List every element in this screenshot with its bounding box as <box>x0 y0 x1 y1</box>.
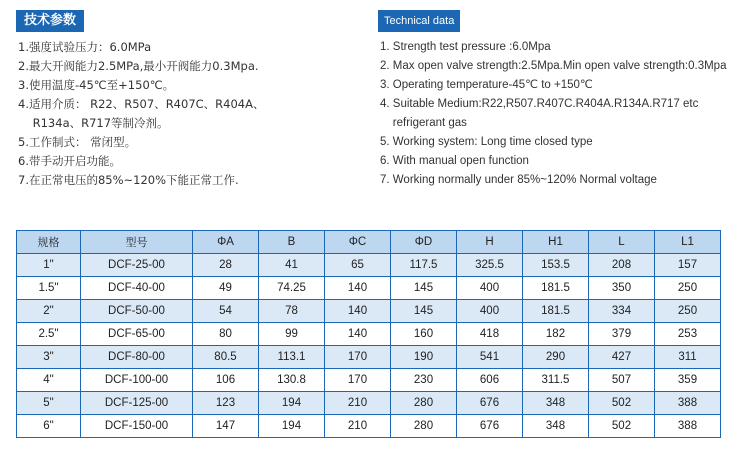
table-cell: 6" <box>17 415 81 438</box>
cn-section-title: 技术参数 <box>16 10 84 32</box>
table-row <box>17 323 721 346</box>
table-cell: 117.5 <box>391 254 457 277</box>
table-cell: 1" <box>17 254 81 277</box>
table-row <box>17 300 721 323</box>
en-spec-item: 1. Strength test pressure :6.0Mpa <box>380 41 551 53</box>
table-cell: 676 <box>457 392 523 415</box>
table-cell: DCF-80-00 <box>81 346 193 369</box>
table-row <box>17 369 721 392</box>
table-cell: DCF-25-00 <box>81 254 193 277</box>
table-cell: 170 <box>325 369 391 392</box>
table-cell: DCF-125-00 <box>81 392 193 415</box>
table-cell: 130.8 <box>259 369 325 392</box>
table-cell: 153.5 <box>523 254 589 277</box>
table-cell: 348 <box>523 392 589 415</box>
cn-spec-item: 2.最大开阀能力2.5MPa,最小开阀能力0.3Mpa. <box>18 59 259 73</box>
table-cell: 2" <box>17 300 81 323</box>
table-cell: 676 <box>457 415 523 438</box>
table-cell: 194 <box>259 392 325 415</box>
table-cell: 106 <box>193 369 259 392</box>
column-header: L1 <box>655 231 721 254</box>
table-cell: 190 <box>391 346 457 369</box>
table-cell: 194 <box>259 415 325 438</box>
en-spec-item: 2. Max open valve strength:2.5Mpa.Min open valve strength:0.3Mpa <box>380 60 727 72</box>
table-cell: 502 <box>589 392 655 415</box>
column-header: ΦC <box>325 231 391 254</box>
table-cell: 507 <box>589 369 655 392</box>
table-cell: 140 <box>325 300 391 323</box>
table-body <box>17 254 721 438</box>
table-cell: 123 <box>193 392 259 415</box>
cn-spec-item: 1.强度试验压力：6.0MPa <box>18 40 152 54</box>
column-header: 型号 <box>81 231 193 254</box>
en-spec-list <box>380 38 726 190</box>
table-header-row <box>17 231 721 254</box>
table-cell: 210 <box>325 415 391 438</box>
table-cell: 230 <box>391 369 457 392</box>
table-cell: DCF-100-00 <box>81 369 193 392</box>
table-cell: 147 <box>193 415 259 438</box>
table-cell: 140 <box>325 277 391 300</box>
column-header: H1 <box>523 231 589 254</box>
table-row <box>17 254 721 277</box>
table-cell: 280 <box>391 392 457 415</box>
table-cell: 145 <box>391 300 457 323</box>
table-cell: 78 <box>259 300 325 323</box>
table-cell: 54 <box>193 300 259 323</box>
table-cell: 2.5" <box>17 323 81 346</box>
table-cell: 4" <box>17 369 81 392</box>
en-spec-item: refrigerant gas <box>380 117 467 129</box>
table-row <box>17 277 721 300</box>
table-cell: 350 <box>589 277 655 300</box>
table-cell: DCF-150-00 <box>81 415 193 438</box>
cn-spec-item: R134a、R717等制冷剂。 <box>18 116 169 130</box>
table-cell: 74.25 <box>259 277 325 300</box>
table-cell: 427 <box>589 346 655 369</box>
table-cell: 280 <box>391 415 457 438</box>
table-cell: 388 <box>655 415 721 438</box>
table-cell: 418 <box>457 323 523 346</box>
en-section-title: Technical data <box>378 10 460 32</box>
table-cell: 400 <box>457 300 523 323</box>
table-cell: 157 <box>655 254 721 277</box>
table-cell: 502 <box>589 415 655 438</box>
table-cell: DCF-40-00 <box>81 277 193 300</box>
table-row <box>17 392 721 415</box>
en-spec-item: 7. Working normally under 85%~120% Normal voltage <box>380 174 657 186</box>
table-cell: 348 <box>523 415 589 438</box>
table-cell: DCF-65-00 <box>81 323 193 346</box>
column-header: ΦA <box>193 231 259 254</box>
table-cell: 49 <box>193 277 259 300</box>
table-cell: 1.5" <box>17 277 81 300</box>
table-cell: 210 <box>325 392 391 415</box>
table-cell: 250 <box>655 277 721 300</box>
table-cell: 99 <box>259 323 325 346</box>
table-cell: 250 <box>655 300 721 323</box>
table-cell: 311 <box>655 346 721 369</box>
table-cell: 5" <box>17 392 81 415</box>
table-cell: 388 <box>655 392 721 415</box>
table-row <box>17 415 721 438</box>
en-spec-item: 5. Working system: Long time closed type <box>380 136 593 148</box>
table-cell: 65 <box>325 254 391 277</box>
column-header: L <box>589 231 655 254</box>
table-cell: 379 <box>589 323 655 346</box>
column-header: H <box>457 231 523 254</box>
en-spec-item: 3. Operating temperature-45℃ to +150℃ <box>380 79 593 91</box>
en-spec-item: 6. With manual open function <box>380 155 529 167</box>
table-cell: 160 <box>391 323 457 346</box>
table-cell: 253 <box>655 323 721 346</box>
table-cell: 182 <box>523 323 589 346</box>
cn-spec-item: 5.工作制式： 常闭型。 <box>18 135 137 149</box>
column-header: B <box>259 231 325 254</box>
column-header: ΦD <box>391 231 457 254</box>
table-cell: 541 <box>457 346 523 369</box>
table-cell: 113.1 <box>259 346 325 369</box>
table-cell: 334 <box>589 300 655 323</box>
cn-spec-list <box>18 38 264 190</box>
table-cell: DCF-50-00 <box>81 300 193 323</box>
en-spec-item: 4. Suitable Medium:R22,R507.R407C.R404A.R134A.R717 etc <box>380 98 699 110</box>
table-cell: 170 <box>325 346 391 369</box>
table-cell: 290 <box>523 346 589 369</box>
table-cell: 3" <box>17 346 81 369</box>
table-cell: 606 <box>457 369 523 392</box>
table-cell: 28 <box>193 254 259 277</box>
table-cell: 359 <box>655 369 721 392</box>
cn-spec-item: 4.适用介质： R22、R507、R407C、R404A、 <box>18 97 265 111</box>
table-cell: 208 <box>589 254 655 277</box>
spec-table <box>16 230 721 438</box>
table-cell: 140 <box>325 323 391 346</box>
table-cell: 400 <box>457 277 523 300</box>
table-cell: 181.5 <box>523 277 589 300</box>
cn-spec-item: 6.带手动开启功能。 <box>18 154 121 168</box>
table-cell: 311.5 <box>523 369 589 392</box>
table-cell: 325.5 <box>457 254 523 277</box>
table-cell: 41 <box>259 254 325 277</box>
table-cell: 145 <box>391 277 457 300</box>
column-header: 规格 <box>17 231 81 254</box>
cn-spec-item: 7.在正常电压的85%~120%下能正常工作. <box>18 173 239 187</box>
cn-spec-item: 3.使用温度-45℃至+150℃。 <box>18 78 175 92</box>
table-cell: 181.5 <box>523 300 589 323</box>
table-cell: 80 <box>193 323 259 346</box>
table-row <box>17 346 721 369</box>
table-cell: 80.5 <box>193 346 259 369</box>
